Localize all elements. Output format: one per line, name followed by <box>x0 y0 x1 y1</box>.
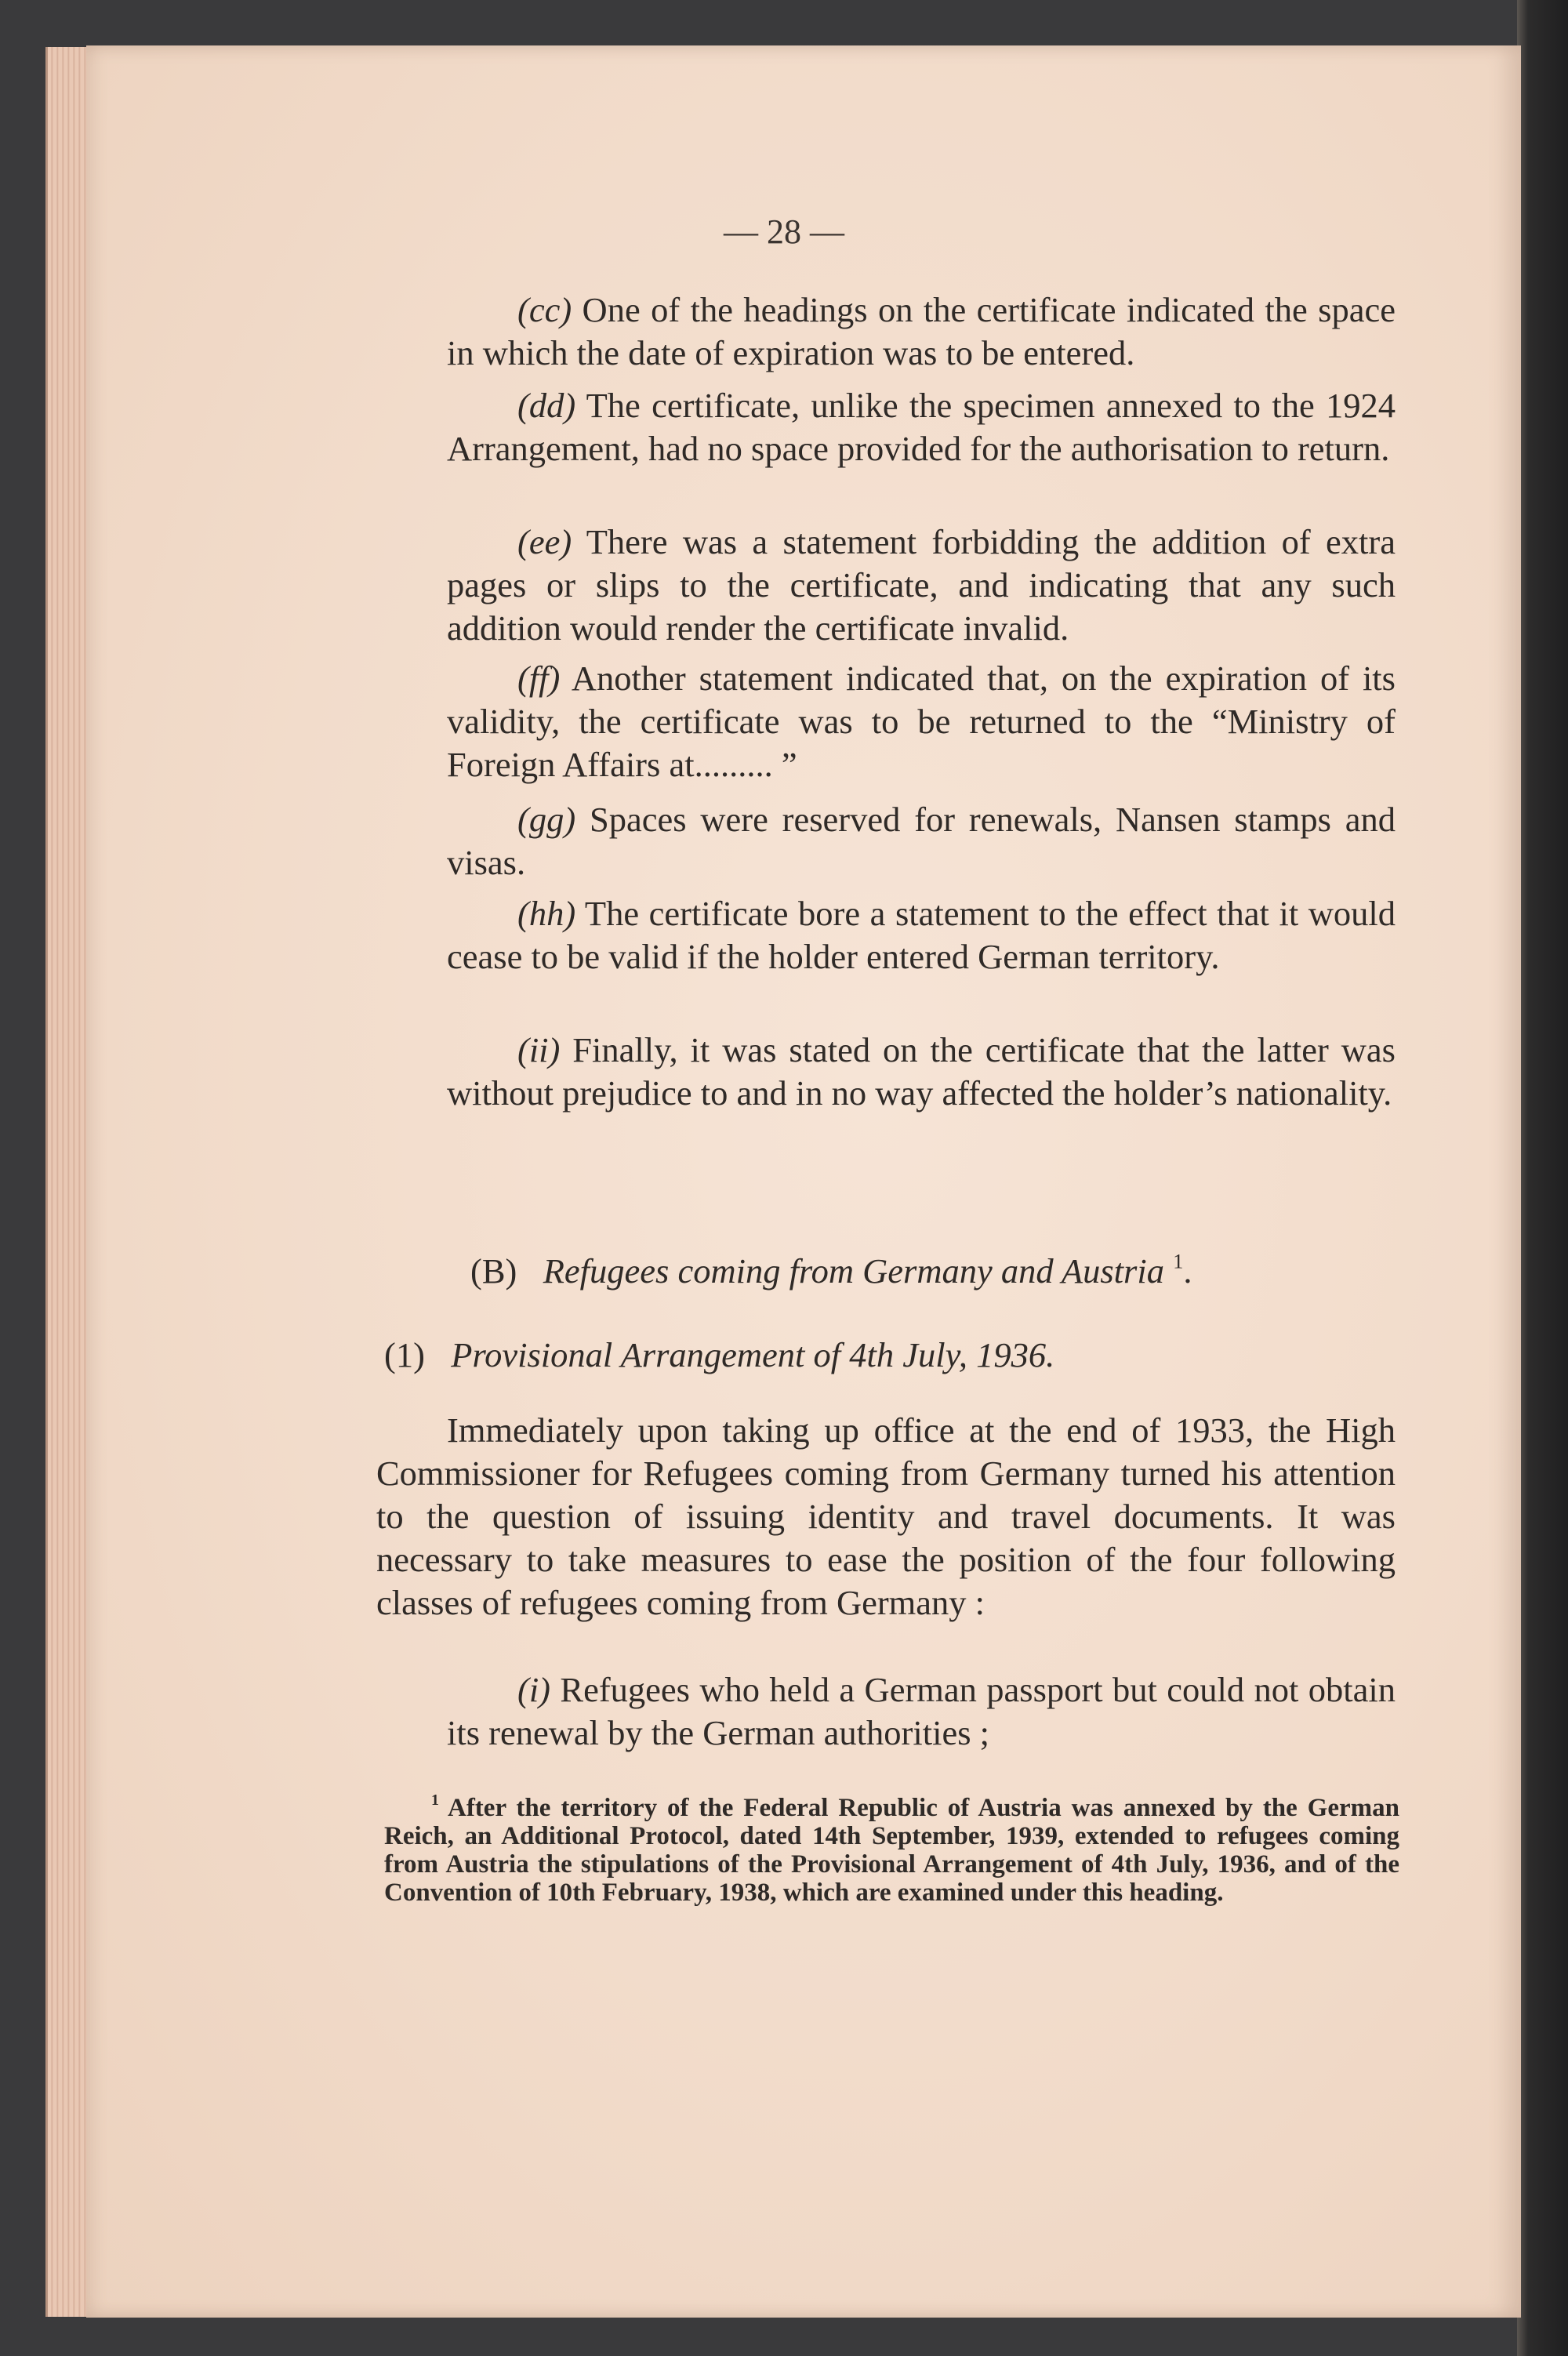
item-text: There was a statement forbidding the addition of extra pages or slips to the certificate, and indicating that any such addition would render the certificate invalid. <box>447 522 1396 648</box>
item-text: Another statement indicated that, on the expiration of its validity, the certificate was to be returned to the “Ministry of Foreign Affairs at......... ” <box>447 659 1396 784</box>
footnote-marker: 1 <box>1173 1249 1184 1273</box>
list-item-i <box>447 1668 1396 1755</box>
subsection-title: Provisional Arrangement of 4th July, 1936. <box>451 1335 1055 1374</box>
list-item-gg <box>447 798 1396 884</box>
list-item-ii <box>447 1029 1396 1115</box>
list-item-ee <box>447 521 1396 650</box>
item-text: The certificate bore a statement to the effect that it would cease to be valid if the holder entered German territory. <box>447 894 1396 976</box>
body-paragraph: Immediately upon taking up office at the end of 1933, the High Commissioner for Refugees coming from Germany turned his attention to the question of issuing identity and travel documents. It was necessary to take measures to ease the position of the four following classes of refugees coming from Germany : <box>376 1410 1396 1622</box>
item-label: (hh) <box>517 894 576 933</box>
item-label: (ff) <box>517 659 561 698</box>
item-text: Refugees who held a German passport but could not obtain its renewal by the German authorities ; <box>447 1670 1396 1752</box>
section-suffix: . <box>1183 1251 1192 1291</box>
footnote <box>384 1794 1399 1907</box>
section-title: Refugees coming from Germany and Austria <box>543 1251 1164 1291</box>
background-strip <box>1517 0 1568 2356</box>
list-item-hh <box>447 892 1396 978</box>
page-number: — 28 — <box>724 212 844 251</box>
list-item-ff <box>447 657 1396 786</box>
item-text: One of the headings on the certificate indicated the space in which the date of expiration was to be entered. <box>447 290 1396 372</box>
item-label: (i) <box>517 1670 551 1709</box>
item-label: (ii) <box>517 1030 561 1069</box>
section-prefix: (B) <box>470 1251 517 1291</box>
list-item-cc <box>447 289 1396 375</box>
item-label: (dd) <box>517 386 576 425</box>
item-text: Spaces were reserved for renewals, Nansen stamps and visas. <box>447 800 1396 882</box>
footnote-number: 1 <box>431 1792 439 1810</box>
list-item-dd <box>447 384 1396 470</box>
subsection-heading <box>384 1334 1054 1375</box>
section-b-heading <box>470 1251 1192 1291</box>
item-text: The certificate, unlike the specimen annexed to the 1924 Arrangement, had no space provided for the authorisation to return. <box>447 386 1396 468</box>
subsection-prefix: (1) <box>384 1335 425 1374</box>
item-label: (gg) <box>517 800 576 839</box>
item-label: (cc) <box>517 290 572 329</box>
item-text: Finally, it was stated on the certificate that the latter was without prejudice to and in no way affected the holder’s nationality. <box>447 1030 1396 1113</box>
footnote-text: After the territory of the Federal Republic of Austria was annexed by the German Reich, an Additional Protocol, dated 14th September, 1939, extended to refugees coming from Austria the stipulations of the Provisional Arrangement of 4th July, 1936, and of the Convention of 10th February, 1938, which are examined under this heading. <box>384 1794 1399 1907</box>
item-label: (ee) <box>517 522 572 561</box>
